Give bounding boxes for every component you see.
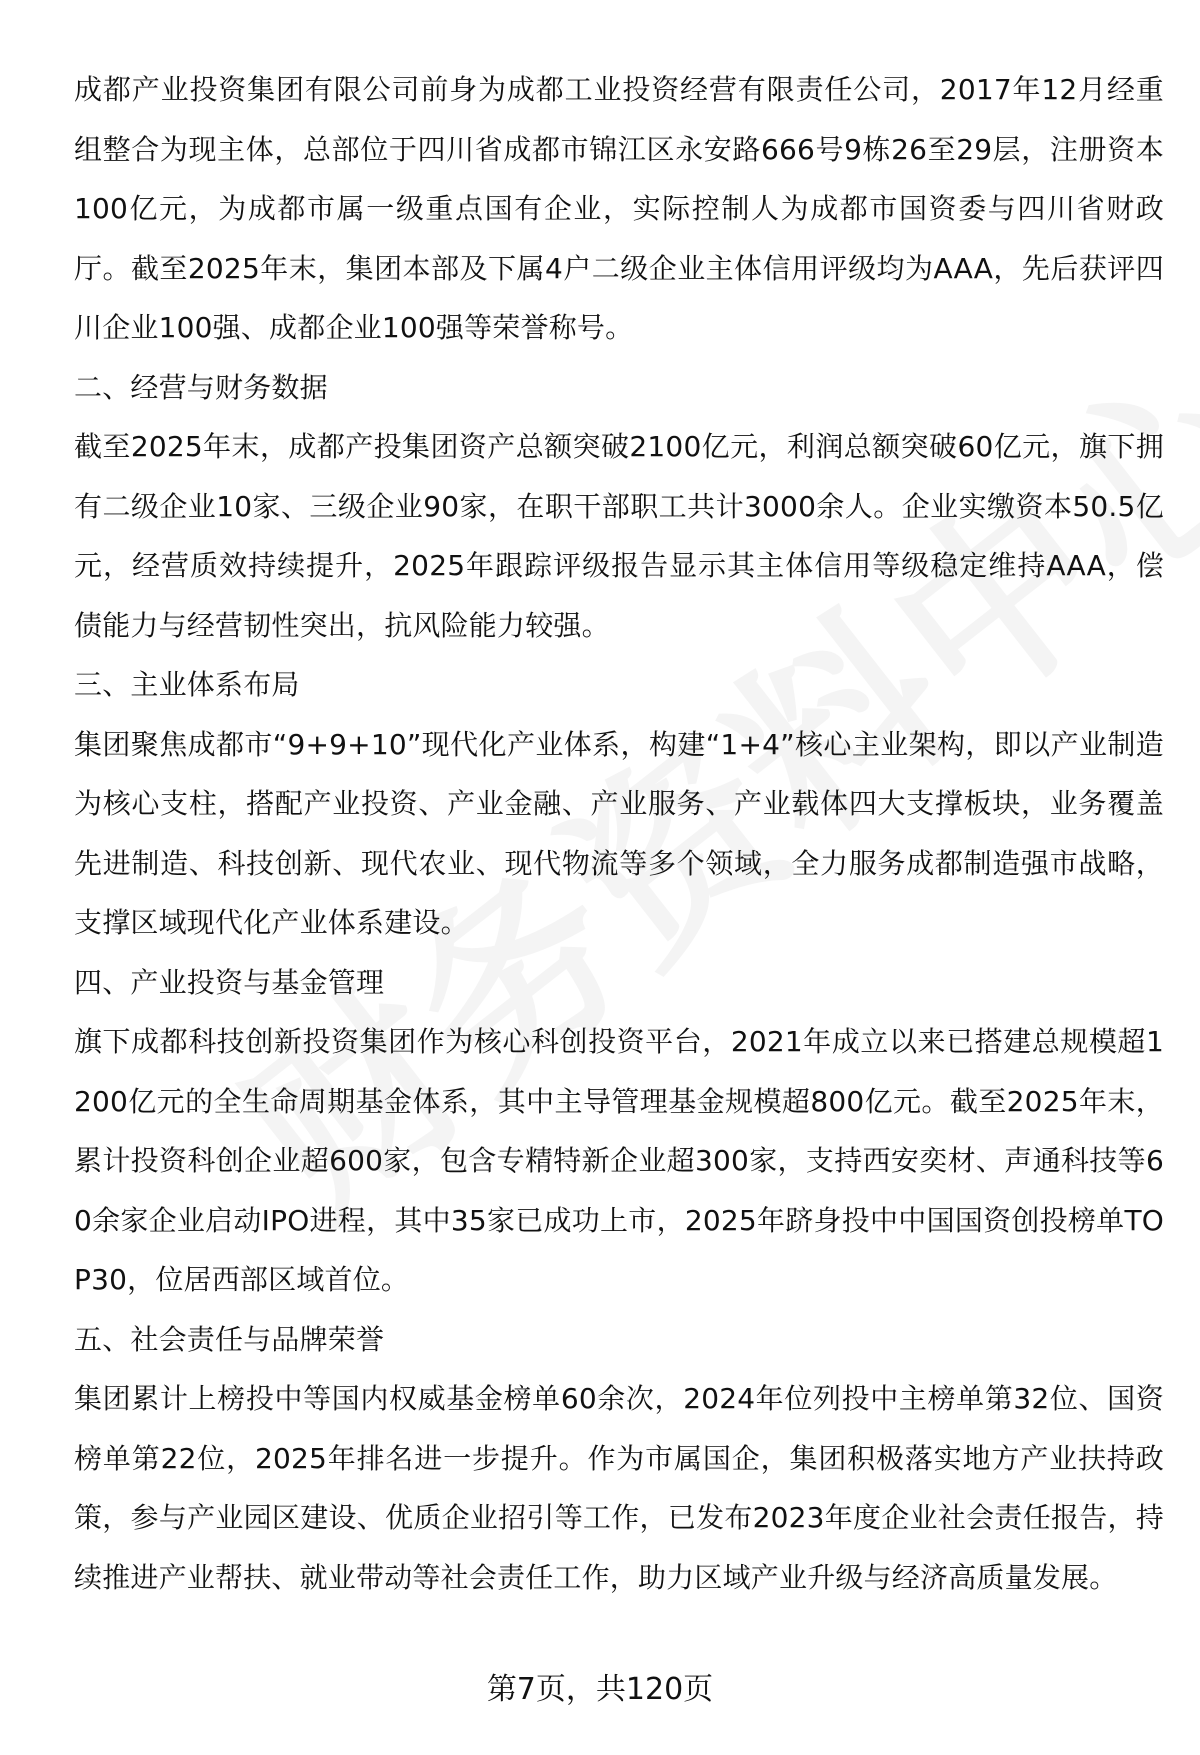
paragraph-social-responsibility: 集团累计上榜投中等国内权威基金榜单60余次，2024年位列投中主榜单第32位、国资榜单第22位，2025年排名进一步提升。作为市属国企，集团积极落实地方产业扶持政策，参与产业园区建设、优质企业招引等工作，已发布2023年度企业社会责任报告，持续推进产业帮扶、就业带动等社会责任工作，助力区域产业升级与经济高质量发展。: [74, 1382, 1164, 1594]
page-number-footer: 第7页，共120页: [486, 1672, 714, 1707]
paragraph-company-overview: 成都产业投资集团有限公司前身为成都工业投资经营有限责任公司，2017年12月经重组整合为现主体，总部位于四川省成都市锦江区永安路666号9栋26至29层，注册资本100亿元，为成都市属一级重点国有企业，实际控制人为成都市国资委与四川省财政厅。截至2025年末，集团本部及下属4户二级企业主体信用评级均为AAA，先后获评四川企业100强、成都企业100强等荣誉称号。: [74, 73, 1164, 344]
section-heading-investment-funds: 四、产业投资与基金管理: [74, 965, 385, 999]
section-heading-social-responsibility: 五、社会责任与品牌荣誉: [74, 1322, 385, 1356]
paragraph-investment-funds: 旗下成都科技创新投资集团作为核心科创投资平台，2021年成立以来已搭建总规模超1200亿元的全生命周期基金体系，其中主导管理基金规模超800亿元。截至2025年末，累计投资科创企业超600家，包含专精特新企业超300家，支持西安奕材、声通科技等60余家企业启动IPO进程，其中35家已成功上市，2025年跻身投中中国国资创投榜单TOP30，位居西部区域首位。: [74, 1025, 1164, 1296]
document-body: [74, 60, 1164, 1607]
section-heading-operations-finance: 二、经营与财务数据: [74, 370, 328, 404]
paragraph-business-layout: 集团聚焦成都市“9+9+10”现代化产业体系，构建“1+4”核心主业架构，即以产业制造为核心支柱，搭配产业投资、产业金融、产业服务、产业载体四大支撑板块，业务覆盖先进制造、科技创新、现代农业、现代物流等多个领域，全力服务成都制造强市战略，支撑区域现代化产业体系建设。: [74, 727, 1164, 939]
section-heading-business-layout: 三、主业体系布局: [74, 668, 300, 701]
paragraph-operations-finance: 截至2025年末，成都产投集团资产总额突破2100亿元，利润总额突破60亿元，旗下拥有二级企业10家、三级企业90家，在职干部职工共计3000余人。企业实缴资本50.5亿元，经营质效持续提升，2025年跟踪评级报告显示其主体信用等级稳定维持AAA，偿债能力与经营韧性突出，抗风险能力较强。: [74, 430, 1164, 642]
